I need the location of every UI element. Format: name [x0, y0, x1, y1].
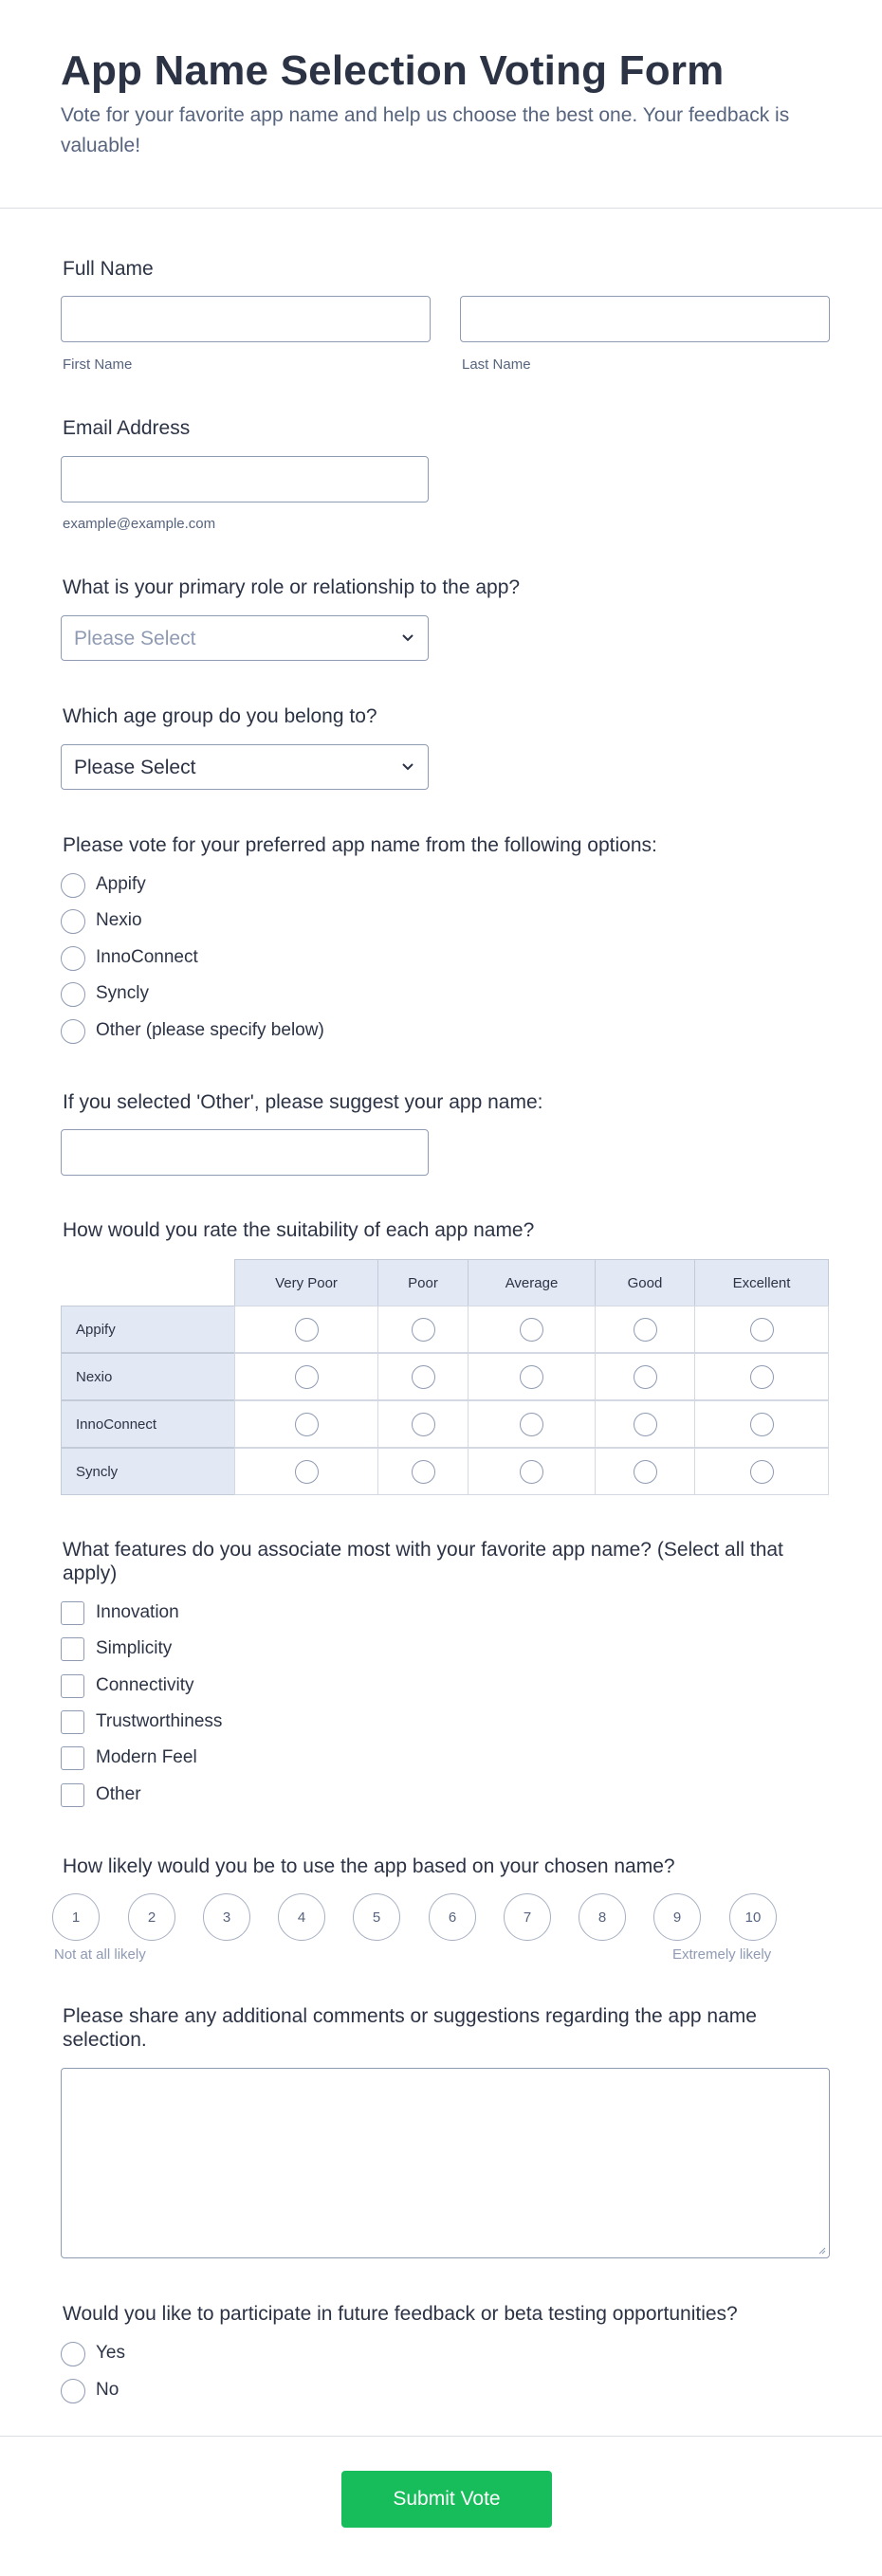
matrix-radio-button[interactable]: [295, 1413, 319, 1436]
matrix-radio-button[interactable]: [412, 1460, 435, 1484]
matrix-radio-button[interactable]: [520, 1413, 543, 1436]
matrix-cell: [468, 1400, 596, 1448]
rating-matrix: [61, 1259, 829, 1496]
matrix-row-header: InnoConnect: [61, 1400, 235, 1448]
matrix-cell: [694, 1306, 829, 1353]
email-input[interactable]: [61, 456, 429, 502]
last-name-input[interactable]: [460, 296, 830, 342]
matrix-radio-button[interactable]: [750, 1365, 774, 1389]
matrix-radio-button[interactable]: [634, 1365, 657, 1389]
radio-button[interactable]: [61, 1019, 85, 1044]
first-name-input[interactable]: [61, 296, 431, 342]
matrix-radio-button[interactable]: [295, 1460, 319, 1484]
matrix-radio-button[interactable]: [295, 1365, 319, 1389]
matrix-row-header: Appify: [61, 1306, 235, 1353]
checkbox[interactable]: [61, 1710, 84, 1734]
matrix-radio-button[interactable]: [750, 1460, 774, 1484]
chevron-down-icon: [401, 633, 414, 643]
feature-option-label: Modern Feel: [96, 1747, 197, 1767]
matrix-cell: [468, 1353, 596, 1400]
vote-option-label: Syncly: [96, 983, 149, 1003]
matrix-radio-button[interactable]: [520, 1318, 543, 1342]
email-label: Email Address: [63, 417, 191, 439]
radio-button[interactable]: [61, 982, 85, 1007]
checkbox[interactable]: [61, 1637, 84, 1661]
matrix-column-header: Very Poor: [234, 1259, 378, 1306]
scale-option-1[interactable]: 1: [52, 1893, 100, 1941]
checkbox[interactable]: [61, 1601, 84, 1625]
matrix-row-header: Nexio: [61, 1353, 235, 1400]
submit-button[interactable]: Submit Vote: [341, 2471, 552, 2528]
role-select-value: Please Select: [74, 628, 196, 649]
likelihood-label: How likely would you be to use the app based on your chosen name?: [63, 1855, 675, 1877]
matrix-radio-button[interactable]: [634, 1318, 657, 1342]
matrix-radio-button[interactable]: [634, 1460, 657, 1484]
scale-max-label: Extremely likely: [672, 1946, 772, 1963]
matrix-cell: [234, 1448, 378, 1495]
feature-option-label: Trustworthiness: [96, 1711, 223, 1731]
role-label: What is your primary role or relationship to the app?: [63, 576, 521, 598]
vote-option-label: Appify: [96, 874, 146, 894]
matrix-radio-button[interactable]: [412, 1365, 435, 1389]
vote-option-label: Other (please specify below): [96, 1020, 324, 1040]
form-title: App Name Selection Voting Form: [61, 47, 725, 94]
scale-option-2[interactable]: 2: [128, 1893, 175, 1941]
matrix-cell: [377, 1400, 469, 1448]
matrix-radio-button[interactable]: [750, 1413, 774, 1436]
scale-option-5[interactable]: 5: [353, 1893, 400, 1941]
form-header: [0, 0, 882, 209]
matrix-radio-button[interactable]: [412, 1318, 435, 1342]
scale-option-10[interactable]: 10: [729, 1893, 777, 1941]
scale-option-4[interactable]: 4: [278, 1893, 325, 1941]
matrix-radio-button[interactable]: [295, 1318, 319, 1342]
matrix-cell: [694, 1448, 829, 1495]
comments-label: Please share any additional comments or suggestions regarding the app name selection.: [63, 2005, 757, 2051]
radio-button[interactable]: [61, 946, 85, 971]
resize-grip-icon[interactable]: [817, 2245, 826, 2255]
email-sublabel: example@example.com: [63, 516, 216, 532]
matrix-radio-button[interactable]: [412, 1413, 435, 1436]
matrix-cell: [234, 1306, 378, 1353]
matrix-cell: [234, 1400, 378, 1448]
form-subtitle: Vote for your favorite app name and help us choose the best one. Your feedback is valuable!: [61, 104, 790, 156]
comments-textarea[interactable]: [61, 2068, 830, 2258]
last-name-sublabel: Last Name: [462, 356, 531, 373]
matrix-cell: [694, 1400, 829, 1448]
feature-option-label: Simplicity: [96, 1638, 173, 1658]
matrix-radio-button[interactable]: [750, 1318, 774, 1342]
rating-label: How would you rate the suitability of each app name?: [63, 1219, 535, 1241]
matrix-column-header: Good: [595, 1259, 695, 1306]
matrix-row-header: Syncly: [61, 1448, 235, 1495]
feature-option-label: Innovation: [96, 1602, 179, 1622]
radio-button[interactable]: [61, 873, 85, 898]
features-label: What features do you associate most with your favorite app name? (Select all that apply): [63, 1539, 783, 1584]
chevron-down-icon: [401, 762, 414, 772]
scale-option-7[interactable]: 7: [504, 1893, 551, 1941]
matrix-cell: [468, 1448, 596, 1495]
matrix-cell: [595, 1400, 695, 1448]
vote-label: Please vote for your preferred app name from the following options:: [63, 834, 657, 856]
role-select[interactable]: [61, 615, 429, 661]
vote-option-label: InnoConnect: [96, 947, 198, 967]
matrix-radio-button[interactable]: [520, 1460, 543, 1484]
matrix-cell: [377, 1353, 469, 1400]
age-select[interactable]: [61, 744, 429, 790]
radio-button[interactable]: [61, 2379, 85, 2403]
age-label: Which age group do you belong to?: [63, 705, 377, 727]
scale-option-3[interactable]: 3: [203, 1893, 250, 1941]
other-name-input[interactable]: [61, 1129, 429, 1176]
beta-option-label: No: [96, 2380, 119, 2400]
matrix-cell: [595, 1353, 695, 1400]
matrix-cell: [377, 1306, 469, 1353]
vote-option-label: Nexio: [96, 910, 142, 930]
checkbox[interactable]: [61, 1674, 84, 1698]
beta-option-label: Yes: [96, 2343, 125, 2363]
other-name-label: If you selected 'Other', please suggest your app name:: [63, 1091, 543, 1113]
matrix-radio-button[interactable]: [634, 1413, 657, 1436]
matrix-cell: [595, 1306, 695, 1353]
matrix-cell: [694, 1353, 829, 1400]
scale-option-9[interactable]: 9: [653, 1893, 701, 1941]
age-select-value: Please Select: [74, 757, 196, 778]
first-name-sublabel: First Name: [63, 356, 133, 373]
full-name-label: Full Name: [63, 258, 154, 280]
feature-option-label: Connectivity: [96, 1675, 194, 1695]
scale-min-label: Not at all likely: [54, 1946, 146, 1963]
matrix-radio-button[interactable]: [520, 1365, 543, 1389]
matrix-cell: [468, 1306, 596, 1353]
beta-label: Would you like to participate in future feedback or beta testing opportunities?: [63, 2303, 738, 2325]
matrix-column-header: Excellent: [694, 1259, 829, 1306]
matrix-cell: [377, 1448, 469, 1495]
matrix-cell: [595, 1448, 695, 1495]
matrix-column-header: Average: [468, 1259, 596, 1306]
matrix-cell: [234, 1353, 378, 1400]
checkbox[interactable]: [61, 1783, 84, 1807]
scale-option-8[interactable]: 8: [579, 1893, 626, 1941]
radio-button[interactable]: [61, 2342, 85, 2366]
radio-button[interactable]: [61, 909, 85, 934]
scale-option-6[interactable]: 6: [429, 1893, 476, 1941]
feature-option-label: Other: [96, 1784, 141, 1804]
checkbox[interactable]: [61, 1746, 84, 1770]
matrix-column-header: Poor: [377, 1259, 469, 1306]
